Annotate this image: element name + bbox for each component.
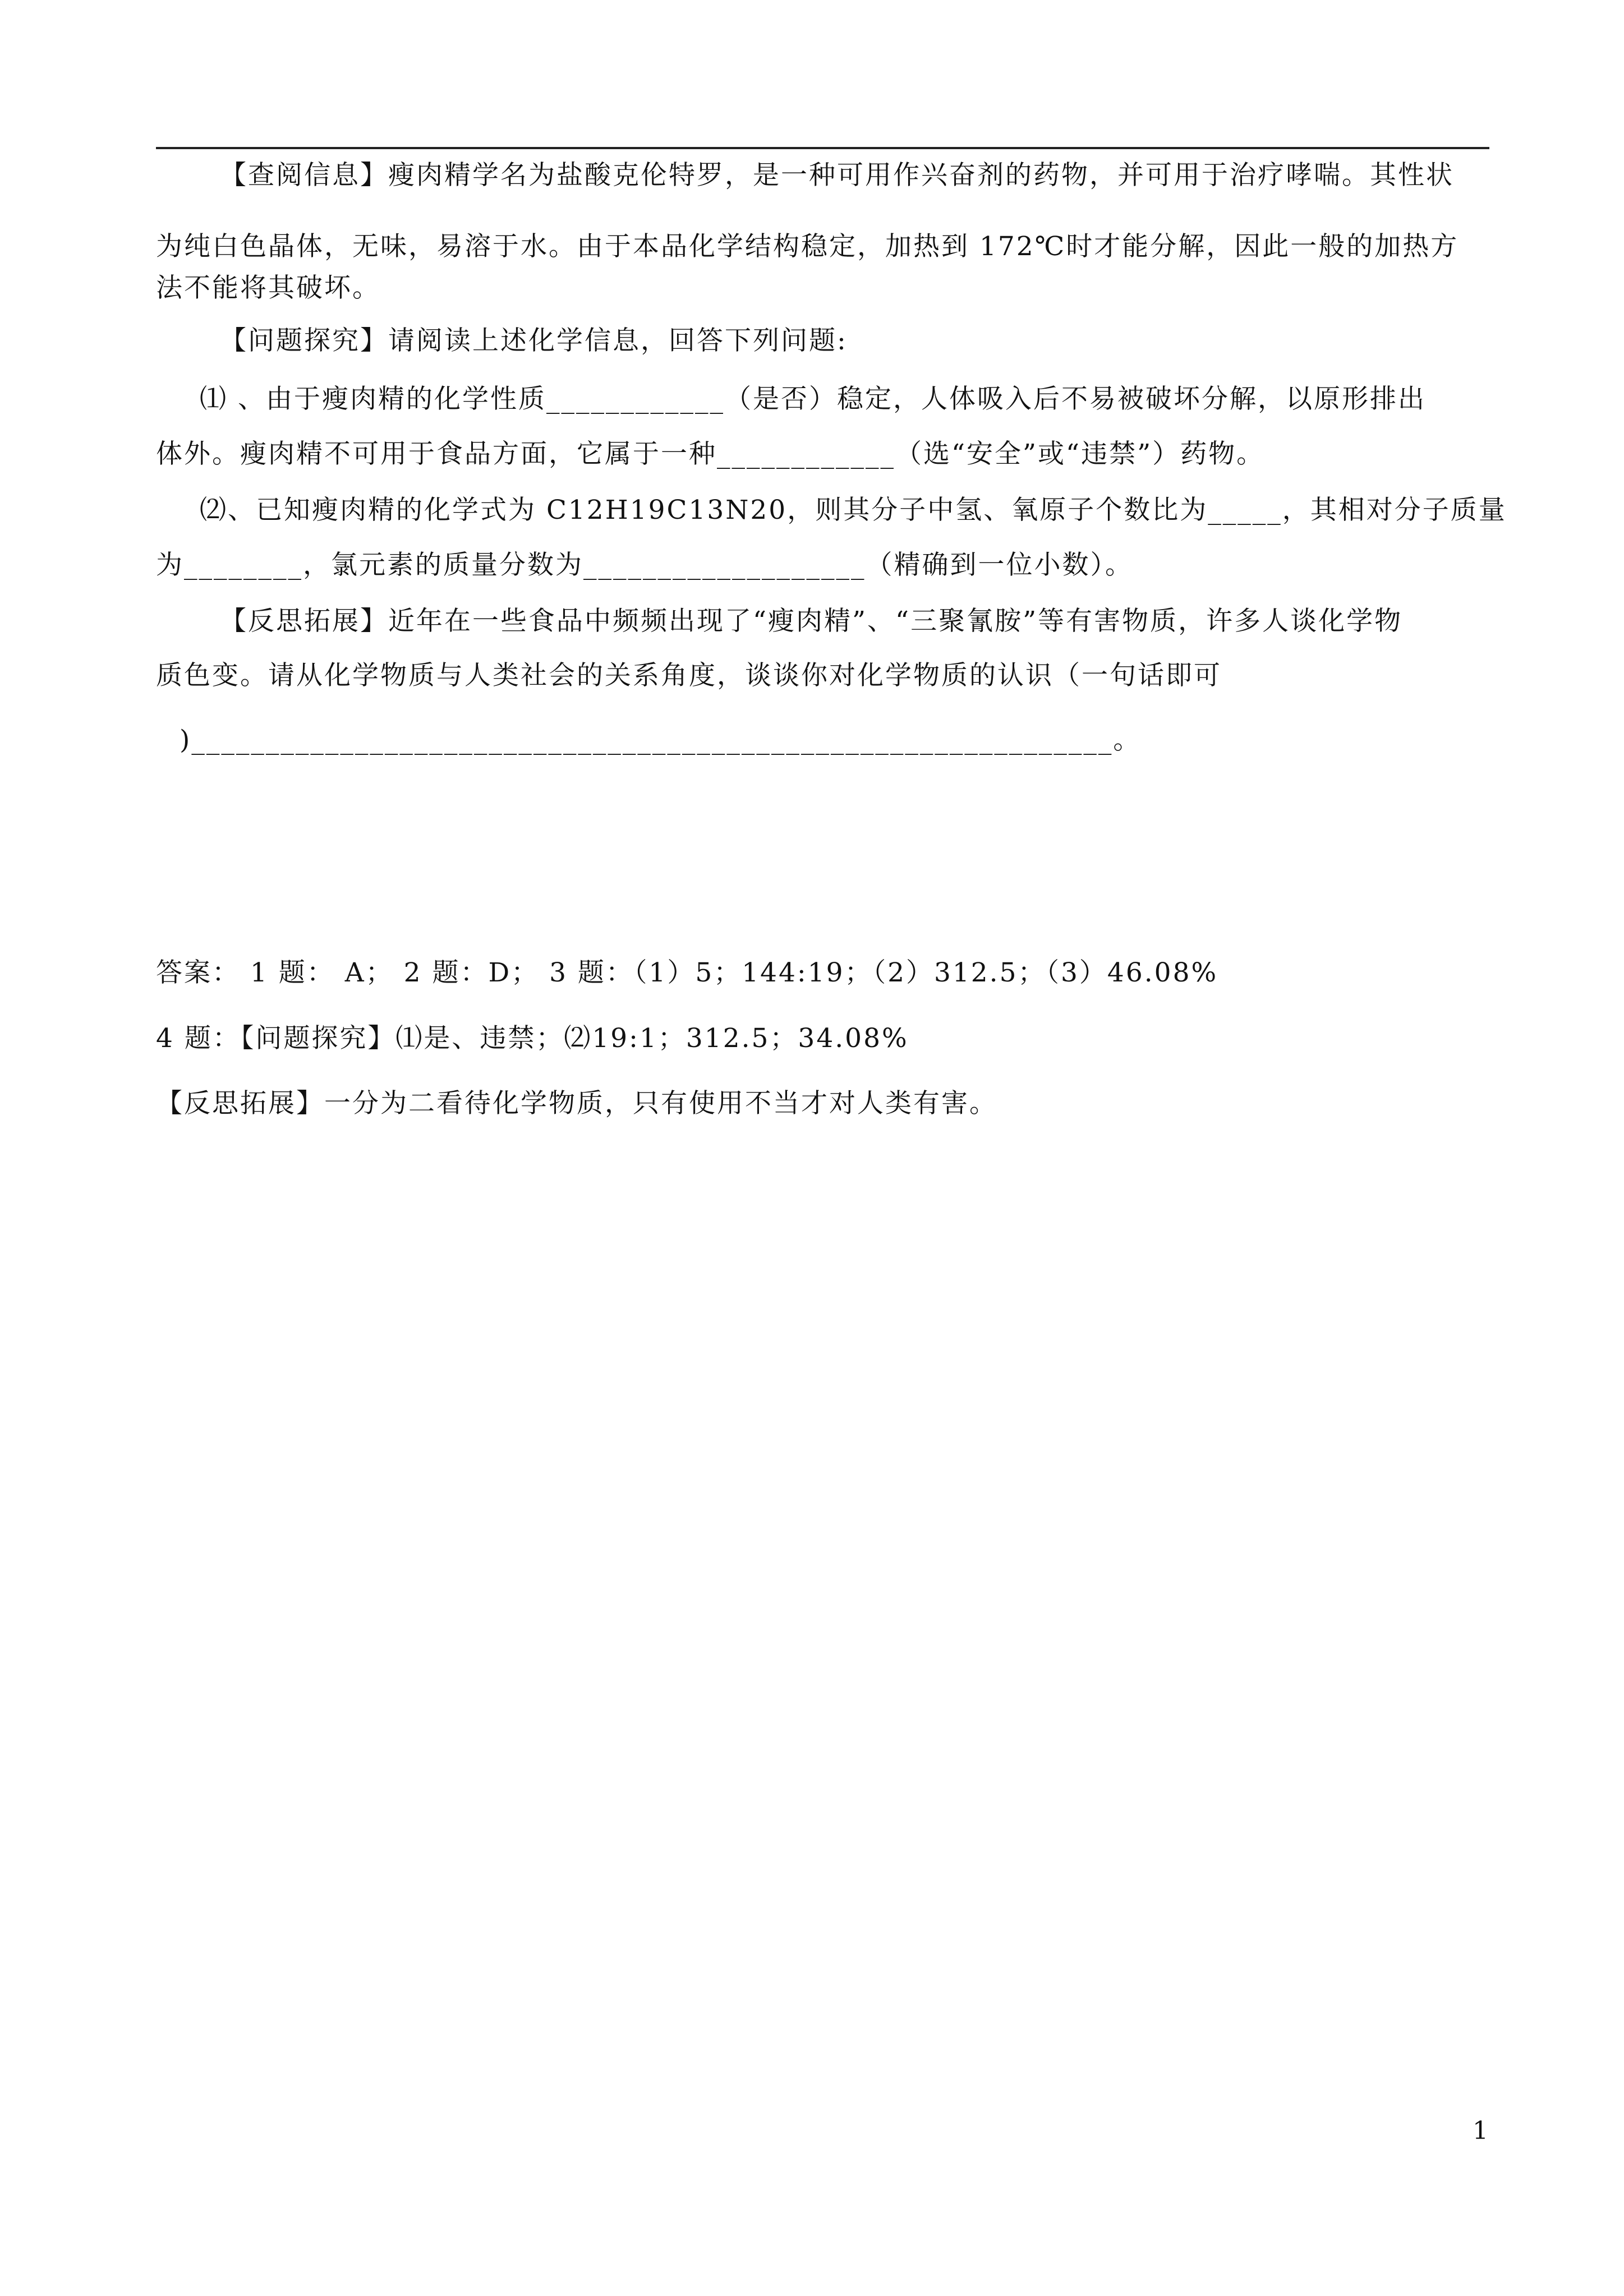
reflection-line-2: 质色变。请从化学物质与人类社会的关系角度，谈谈你对化学物质的认识（一句话即可	[156, 660, 1222, 691]
question-heading: 【问题探究】请阅读上述化学信息，回答下列问题:	[220, 325, 848, 356]
answer-line-3: 【反思拓展】一分为二看待化学物质，只有使用不当才对人类有害。	[156, 1088, 997, 1119]
question-2-line-2: 为________，氯元素的质量分数为___________________（精确到一位小数）。	[156, 550, 1133, 580]
info-line-1: 【查阅信息】瘦肉精学名为盐酸克伦特罗，是一种可用作兴奋剂的药物，并可用于治疗哮喘。其性状	[220, 160, 1454, 191]
question-2-line-1: ⑵、已知瘦肉精的化学式为 C12H19C13N20，则其分子中氢、氧原子个数比为_____，其相对分子质量	[200, 495, 1507, 525]
header-rule	[156, 147, 1489, 149]
page-number: 1	[1473, 2117, 1488, 2145]
info-line-3: 法不能将其破坏。	[156, 273, 380, 303]
reflection-line-1: 【反思拓展】近年在一些食品中频频出现了“瘦肉精”、“三聚氰胺”等有害物质，许多人谈化学物	[220, 606, 1403, 637]
info-line-2: 为纯白色晶体，无味，易溶于水。由于本品化学结构稳定，加热到 172℃时才能分解，因此一般的加热方	[156, 231, 1459, 262]
question-1-line-1: ⑴ 、由于瘦肉精的化学性质____________（是否）稳定，人体吸入后不易被破坏分解，以原形排出	[200, 384, 1426, 414]
answer-line-1: 答案： 1 题： A； 2 题：D； 3 题：（1）5；144:19；（2）312.5；（3）46.08%	[156, 957, 1218, 988]
answer-line-2: 4 题：【问题探究】⑴是、违禁；⑵19:1；312.5；34.08%	[156, 1023, 909, 1054]
question-1-line-2: 体外。瘦肉精不可用于食品方面，它属于一种____________（选“安全”或“违禁”）药物。	[156, 439, 1265, 469]
reflection-answer-blank: )______________________________________________________________。	[180, 725, 1142, 755]
